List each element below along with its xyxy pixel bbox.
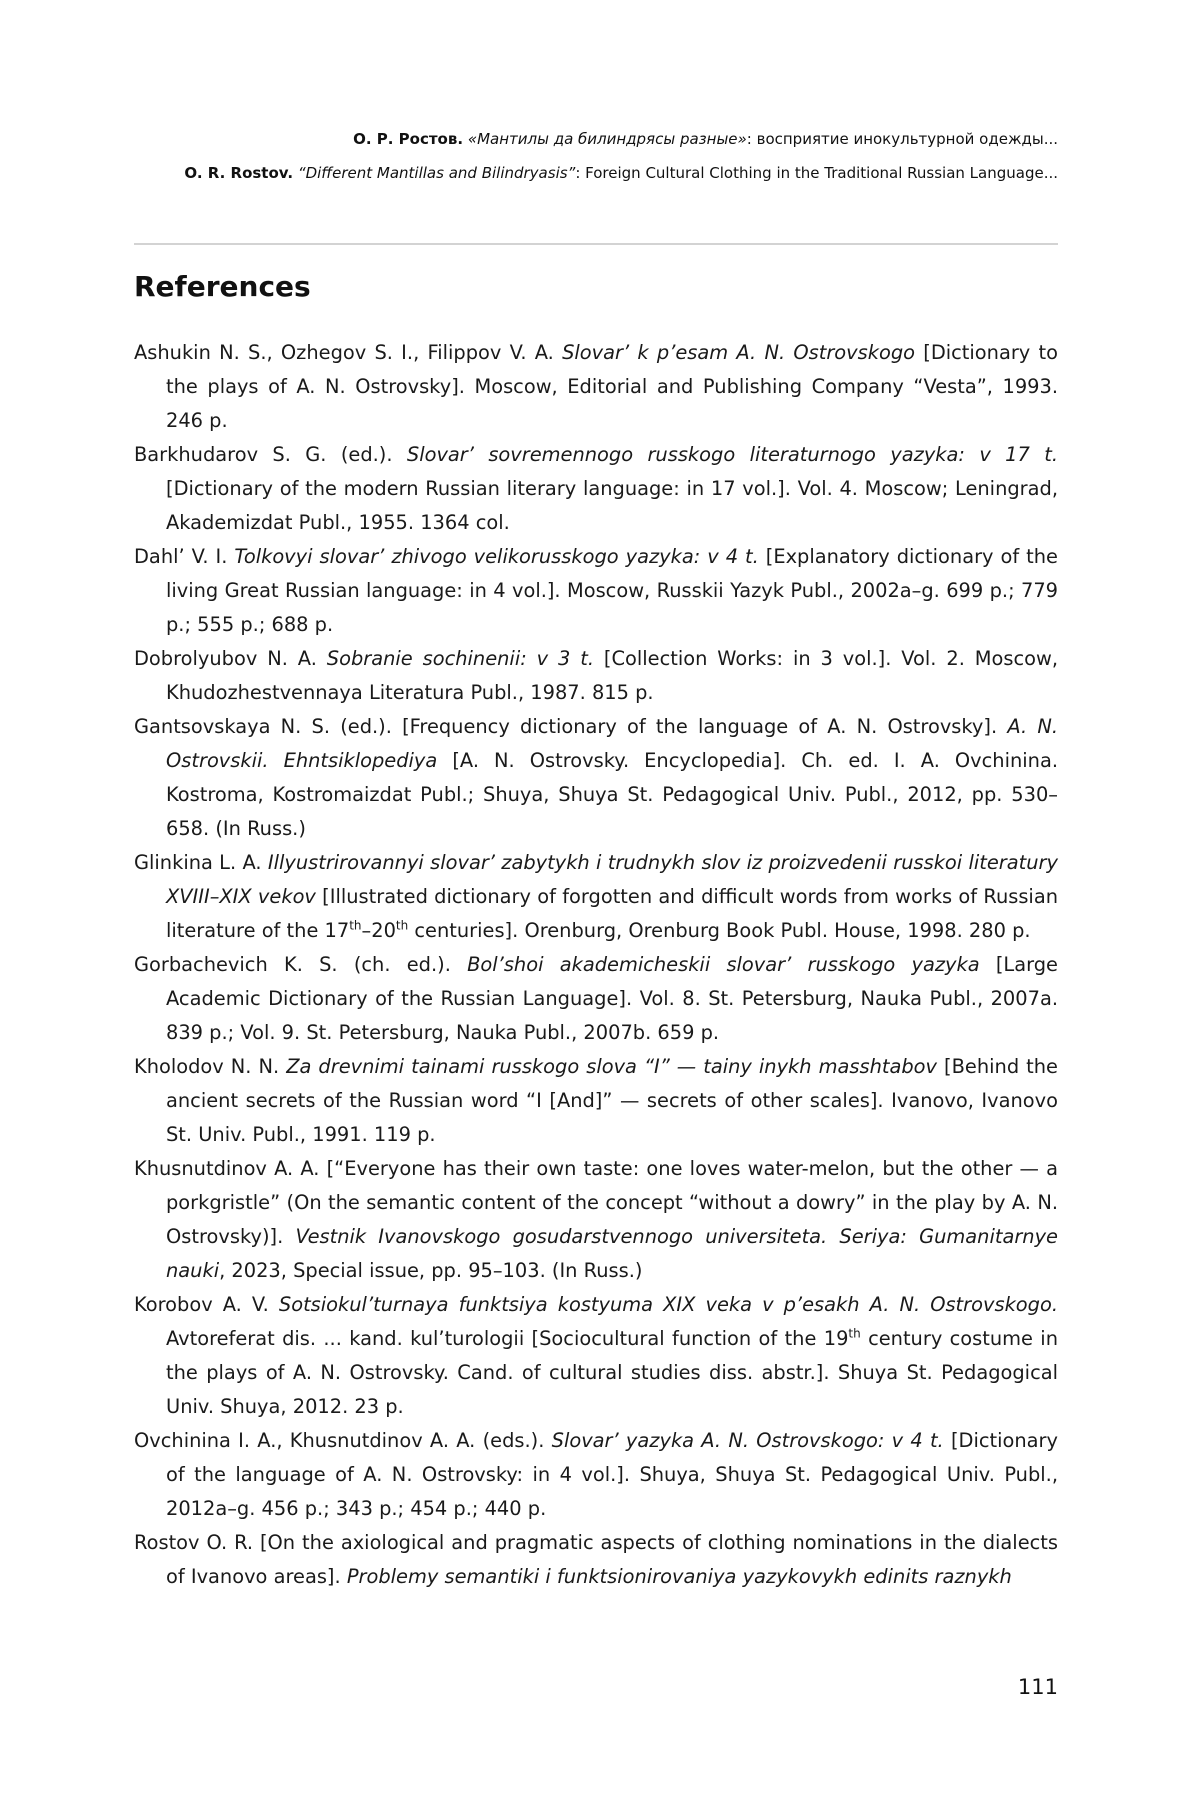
- reference-item: Gantsovskaya N. S. (ed.). [Frequency dictionary of the language of A. N. Ostrovsky]. A. N. Ostrovskii. Ehntsiklopediya [A. N. Ostrovsky. Encyclopedia]. Ch. ed. I. A. Ovchinina. Kostroma, Kostromaizdat Publ.; Shuya, Shuya St. Pedagogical Univ. Publ., 2012, pp. 530–658. (In Russ.): [134, 715, 1058, 840]
- running-head-en: [134, 156, 1058, 190]
- reference-item: Khusnutdinov A. A. [“Everyone has their own taste: one loves water-melon, but the other — a porkgristle” (On the semantic content of the concept “without a dowry” in the play by A. N. Ostrovsky)]. Vestnik Ivanovskogo gosudarstvennogo universiteta. Seriya: Gumanitarnye nauki, 2023, Special issue, pp. 95–103. (In Russ.): [134, 1157, 1058, 1282]
- header-divider: [134, 243, 1058, 245]
- running-head-en-rest: : Foreign Cultural Clothing in the Traditional Russian Language...: [575, 164, 1058, 182]
- reference-item: Korobov A. V. Sotsiokul’turnaya funktsiya kostyuma XIX veka v p’esakh A. N. Ostrovskogo. Avtoreferat dis. ... kand. kul’turologii [Sociocultural function of the 19th century costume in the plays of A. N. Ostrovsky. Cand. of cultural studies diss. abstr.]. Shuya St. Pedagogical Univ. Shuya, 2012. 23 p.: [134, 1293, 1058, 1418]
- reference-item: Glinkina L. A. Illyustrirovannyi slovar’ zabytykh i trudnykh slov iz proizvedenii russkoi literatury XVIII–XIX vekov [Illustrated dictionary of forgotten and difficult words from works of Russian literature of the 17th–20th centuries]. Orenburg, Orenburg Book Publ. House, 1998. 280 p.: [134, 851, 1058, 942]
- running-head-ru: [134, 122, 1058, 156]
- references-list: [134, 336, 1058, 1594]
- reference-item: Dobrolyubov N. A. Sobranie sochinenii: v 3 t. [Collection Works: in 3 vol.]. Vol. 2. Moscow, Khudozhestvennaya Literatura Publ., 1987. 815 p.: [134, 647, 1059, 704]
- reference-item: Rostov O. R. [On the axiological and pragmatic aspects of clothing nominations in the dialects of Ivanovo areas]. Problemy semantiki i funktsionirovaniya yazykovykh edinits raznykh: [134, 1531, 1058, 1588]
- running-head-ru-title: «Мантилы да билиндрясы разные»: [467, 130, 747, 148]
- page-number: 111: [1017, 1675, 1058, 1699]
- running-head-ru-author: О. Р. Ростов.: [353, 130, 464, 148]
- reference-item: Dahl’ V. I. Tolkovyi slovar’ zhivogo velikorusskogo yazyka: v 4 t. [Explanatory dictionary of the living Great Russian language: in 4 vol.]. Moscow, Russkii Yazyk Publ., 2002a–g. 699 p.; 779 p.; 555 p.; 688 p.: [134, 545, 1058, 636]
- running-head: [134, 122, 1058, 190]
- running-head-en-title: “Different Mantillas and Bilindryasis”: [297, 164, 576, 182]
- reference-item: Ashukin N. S., Ozhegov S. I., Filippov V. A. Slovar’ k p’esam A. N. Ostrovskogo [Dictionary to the plays of A. N. Ostrovsky]. Moscow, Editorial and Publishing Company “Vesta”, 1993. 246 p.: [134, 341, 1058, 432]
- references-heading: References: [134, 270, 311, 303]
- running-head-ru-rest: : восприятие инокультурной одежды...: [746, 130, 1058, 148]
- reference-item: Gorbachevich K. S. (ch. ed.). Bol’shoi akademicheskii slovar’ russkogo yazyka [Large Academic Dictionary of the Russian Language]. Vol. 8. St. Petersburg, Nauka Publ., 2007a. 839 p.; Vol. 9. St. Petersburg, Nauka Publ., 2007b. 659 p.: [134, 953, 1058, 1044]
- reference-item: Kholodov N. N. Za drevnimi tainami russkogo slova “I” — tainy inykh masshtabov [Behind the ancient secrets of the Russian word “I [And]” — secrets of other scales]. Ivanovo, Ivanovo St. Univ. Publ., 1991. 119 p.: [134, 1055, 1058, 1146]
- reference-item: Barkhudarov S. G. (ed.). Slovar’ sovremennogo russkogo literaturnogo yazyka: v 17 t. [Dictionary of the modern Russian literary language: in 17 vol.]. Vol. 4. Moscow; Leningrad, Akademizdat Publ., 1955. 1364 col.: [134, 443, 1058, 534]
- running-head-en-author: O. R. Rostov.: [184, 164, 294, 182]
- reference-item: Ovchinina I. A., Khusnutdinov A. A. (eds.). Slovar’ yazyka A. N. Ostrovskogo: v 4 t. [Dictionary of the language of A. N. Ostrovsky: in 4 vol.]. Shuya, Shuya St. Pedagogical Univ. Publ., 2012a–g. 456 p.; 343 p.; 454 p.; 440 p.: [134, 1429, 1058, 1520]
